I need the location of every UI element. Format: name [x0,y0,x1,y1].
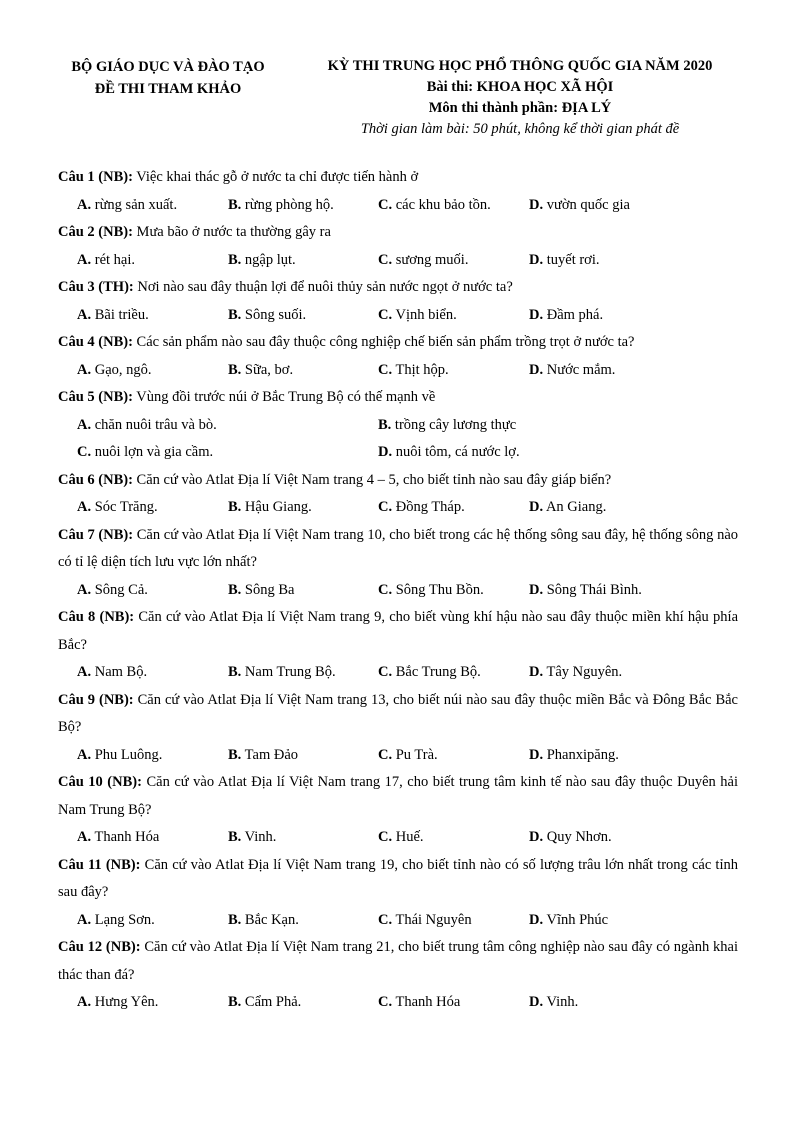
option-key: A. [77,361,92,378]
exam-title: KỲ THI TRUNG HỌC PHỔ THÔNG QUỐC GIA NĂM 2020 [327,58,713,74]
question-list [58,164,738,1017]
question-item [58,604,738,687]
question-stem [58,329,738,357]
question-text: Mưa bão ở nước ta thường gây ra [136,224,331,240]
option-key: C. [378,196,393,213]
answer-option [77,989,158,1017]
question-text: Căn cứ vào Atlat Địa lí Việt Nam trang 21, cho biết trung tâm công nghiệp nào sau đây có ngành khai thác than đá? [58,939,738,983]
exam-info-block [290,56,750,140]
option-text: nuôi lợn và gia cầm. [94,444,214,460]
answer-option [77,357,152,385]
question-label: Câu 2 (NB): [58,224,133,240]
answer-option [228,302,306,330]
option-text: Gạo, ngô. [94,361,152,378]
option-key: B. [228,196,242,213]
exam-duration: Thời gian làm bài: 50 phút, không kể thời gian phát đề [360,121,680,137]
question-label: Câu 11 (NB): [58,856,141,873]
option-key: B. [228,361,242,378]
option-key: D. [529,251,544,268]
question-label: Câu 6 (NB): [58,471,133,488]
option-text: Thanh Hóa [395,994,461,1010]
question-item [58,687,738,770]
question-item [58,769,738,852]
question-stem [58,687,738,742]
option-text: tuyết rơi. [546,251,600,268]
option-key: A. [77,306,92,323]
question-stem [58,467,738,495]
option-key: D. [529,196,544,213]
answer-option [378,824,424,852]
option-text: Cẩm Phả. [244,994,302,1010]
question-label: Câu 3 (TH): [58,279,134,295]
answer-option [378,577,484,605]
answer-option [378,192,491,220]
option-key: D. [529,746,544,763]
question-text: Nơi nào sau đây thuận lợi để nuôi thủy sản nước ngọt ở nước ta? [137,279,513,295]
answer-option [529,494,606,522]
option-key: C. [378,306,393,323]
question-label: Câu 9 (NB): [58,691,134,708]
answer-option [378,907,472,935]
answer-option [378,659,481,687]
answer-option [228,357,293,385]
option-text: trồng cây lương thực [394,416,517,433]
question-item [58,934,738,1017]
option-row [58,192,738,220]
option-text: Hưng Yên. [94,994,159,1010]
option-text: Vinh. [546,994,579,1010]
option-key: D. [529,499,544,515]
question-item [58,274,738,329]
option-text: Bắc Trung Bộ. [395,664,481,680]
option-key: C. [378,499,393,515]
option-key: B. [228,994,242,1010]
option-row [58,357,738,385]
answer-option [378,357,449,385]
option-row [58,439,738,467]
answer-option [529,824,612,852]
option-key: B. [228,251,242,268]
answer-option [378,302,457,330]
option-text: vườn quốc gia [546,196,630,213]
question-item [58,852,738,935]
answer-option [77,192,177,220]
option-text: Nam Bộ. [94,664,148,680]
option-row [58,302,738,330]
question-stem [58,604,738,659]
ministry-name: BỘ GIÁO DỤC VÀ ĐÀO TẠO [71,59,265,75]
answer-option [378,742,438,770]
answer-option [77,742,162,770]
option-text: Đầm phá. [546,306,604,323]
option-text: Sông suối. [244,306,307,323]
answer-option [529,302,603,330]
option-key: C. [378,361,393,378]
option-key: A. [77,196,92,213]
question-text: Căn cứ vào Atlat Địa lí Việt Nam trang 13, cho biết núi nào sau đây thuộc miền Bắc và Đông Bắc Bắc Bộ? [58,691,738,735]
option-text: Sóc Trăng. [94,499,158,515]
option-key: A. [77,499,92,515]
option-text: rét hại. [94,251,135,268]
option-key: B. [228,746,242,763]
question-stem [58,522,738,577]
option-key: B. [228,499,242,515]
question-label: Câu 12 (NB): [58,939,141,955]
option-text: Tây Nguyên. [546,664,623,680]
question-item [58,522,738,605]
option-key: A. [77,416,92,433]
option-text: Hậu Giang. [244,499,312,515]
option-key: C. [378,251,393,268]
option-text: Tam Đảo [244,746,299,763]
option-key: A. [77,581,92,598]
option-text: các khu bảo tồn. [395,196,491,213]
option-text: Thịt hộp. [395,361,449,378]
answer-option [378,412,516,440]
question-text: Vùng đồi trước núi ở Bắc Trung Bộ có thế mạnh về [136,389,436,405]
option-row [58,494,738,522]
exam-component: Môn thi thành phần: ĐỊA LÝ [428,100,612,116]
option-text: Vinh. [244,829,277,845]
answer-option [378,247,468,275]
question-label: Câu 7 (NB): [58,526,134,543]
answer-option [228,577,294,605]
question-text: Việc khai thác gỗ ở nước ta chỉ được tiến hành ở [136,169,419,185]
option-key: C. [378,581,393,598]
option-key: C. [77,444,92,460]
answer-option [77,247,135,275]
question-stem [58,274,738,302]
exam-header [0,56,794,142]
question-item [58,384,738,467]
option-key: A. [77,911,92,928]
option-text: Bãi triều. [94,306,149,323]
answer-option [228,192,334,220]
option-text: Sông Thái Bình. [546,581,642,598]
option-key: A. [77,746,92,763]
option-text: An Giang. [545,499,607,515]
answer-option [378,494,465,522]
question-text: Các sản phẩm nào sau đây thuộc công nghiệp chế biến sản phẩm trồng trọt ở nước ta? [136,334,635,350]
option-key: B. [228,911,242,928]
answer-option [529,742,619,770]
exam-type: ĐỀ THI THAM KHẢO [94,81,242,97]
answer-option [228,989,301,1017]
option-key: A. [77,664,92,680]
question-item [58,164,738,219]
question-text: Căn cứ vào Atlat Địa lí Việt Nam trang 10, cho biết trong các hệ thống sông sau đây, hệ thống sông nào có tỉ lệ diện tích lưu vực lớn nhất? [58,526,739,570]
option-text: rừng sản xuất. [94,196,178,213]
answer-option [228,742,298,770]
option-key: D. [529,994,544,1010]
answer-option [529,989,578,1017]
question-label: Câu 5 (NB): [58,389,133,405]
question-item [58,219,738,274]
option-text: Sông Thu Bồn. [395,581,484,598]
option-row [58,247,738,275]
option-key: D. [529,911,544,928]
question-stem [58,934,738,989]
question-label: Câu 1 (NB): [58,169,133,185]
exam-subject: Bài thi: KHOA HỌC XÃ HỘI [426,79,614,95]
option-text: Lạng Sơn. [94,911,155,928]
answer-option [529,577,642,605]
option-row [58,989,738,1017]
option-key: C. [378,746,393,763]
option-text: Huế. [395,829,424,845]
ministry-block [58,56,278,100]
question-text: Căn cứ vào Atlat Địa lí Việt Nam trang 9, cho biết vùng khí hậu nào sau đây thuộc miền khí hậu phía Bắc? [58,609,738,653]
option-text: Nam Trung Bộ. [244,664,336,680]
answer-option [529,659,622,687]
question-stem [58,852,738,907]
answer-option [529,192,630,220]
question-item [58,329,738,384]
option-key: D. [529,306,544,323]
option-row [58,577,738,605]
option-text: Vịnh biển. [395,306,457,323]
question-stem [58,164,738,192]
option-text: Sữa, bơ. [244,361,294,378]
question-text: Căn cứ vào Atlat Địa lí Việt Nam trang 17, cho biết trung tâm kinh tế nào sau đây thuộc Duyên hải Nam Trung Bộ? [58,774,738,818]
answer-option [228,659,336,687]
option-key: B. [378,416,392,433]
option-key: B. [228,664,242,680]
option-text: nuôi tôm, cá nước lợ. [395,444,520,460]
option-key: D. [529,829,544,845]
answer-option [77,824,159,852]
answer-option [228,907,299,935]
option-text: chăn nuôi trâu và bò. [94,416,217,433]
question-stem [58,769,738,824]
option-text: ngập lụt. [244,251,296,268]
option-text: Bắc Kạn. [244,911,299,928]
option-text: Phu Luông. [94,746,163,763]
option-key: A. [77,251,92,268]
question-text: Căn cứ vào Atlat Địa lí Việt Nam trang 19, cho biết tỉnh nào có số lượng trâu lớn nhất trong các tỉnh sau đây? [58,856,738,900]
option-row [58,742,738,770]
question-label: Câu 8 (NB): [58,609,135,625]
option-key: D. [529,664,544,680]
option-key: D. [529,361,544,378]
answer-option [529,247,600,275]
answer-option [378,439,520,467]
answer-option [529,907,608,935]
question-text: Căn cứ vào Atlat Địa lí Việt Nam trang 4 – 5, cho biết tỉnh nào sau đây giáp biển? [136,471,612,488]
option-key: C. [378,994,393,1010]
option-text: Thanh Hóa [94,829,160,845]
answer-option [77,494,158,522]
option-text: Quy Nhơn. [546,829,612,845]
option-key: D. [378,444,393,460]
option-key: A. [77,829,92,845]
answer-option [529,357,615,385]
answer-option [77,659,147,687]
question-stem [58,384,738,412]
answer-option [228,247,296,275]
option-key: C. [378,664,393,680]
question-label: Câu 10 (NB): [58,774,142,790]
option-key: C. [378,829,393,845]
option-key: B. [228,581,242,598]
question-item [58,467,738,522]
option-text: Sông Ba [244,581,295,598]
option-key: B. [228,829,242,845]
answer-option [378,989,460,1017]
option-row [58,907,738,935]
option-text: Sông Cả. [94,581,148,598]
option-text: Phanxipăng. [546,746,619,763]
option-text: Đồng Tháp. [395,499,465,515]
option-key: B. [228,306,242,323]
answer-option [77,302,149,330]
option-text: rừng phòng hộ. [244,196,334,213]
answer-option [228,824,276,852]
answer-option [77,577,148,605]
option-key: A. [77,994,92,1010]
option-row [58,412,738,440]
option-row [58,659,738,687]
option-text: Vĩnh Phúc [546,911,609,928]
question-stem [58,219,738,247]
option-text: sương muối. [395,251,469,268]
option-text: Pu Trà. [395,746,438,763]
option-text: Thái Nguyên [395,911,472,928]
question-label: Câu 4 (NB): [58,334,133,350]
answer-option [77,439,213,467]
option-key: C. [378,911,393,928]
answer-option [77,412,217,440]
option-row [58,824,738,852]
option-text: Nước mắm. [546,361,616,378]
answer-option [228,494,312,522]
answer-option [77,907,155,935]
option-key: D. [529,581,544,598]
